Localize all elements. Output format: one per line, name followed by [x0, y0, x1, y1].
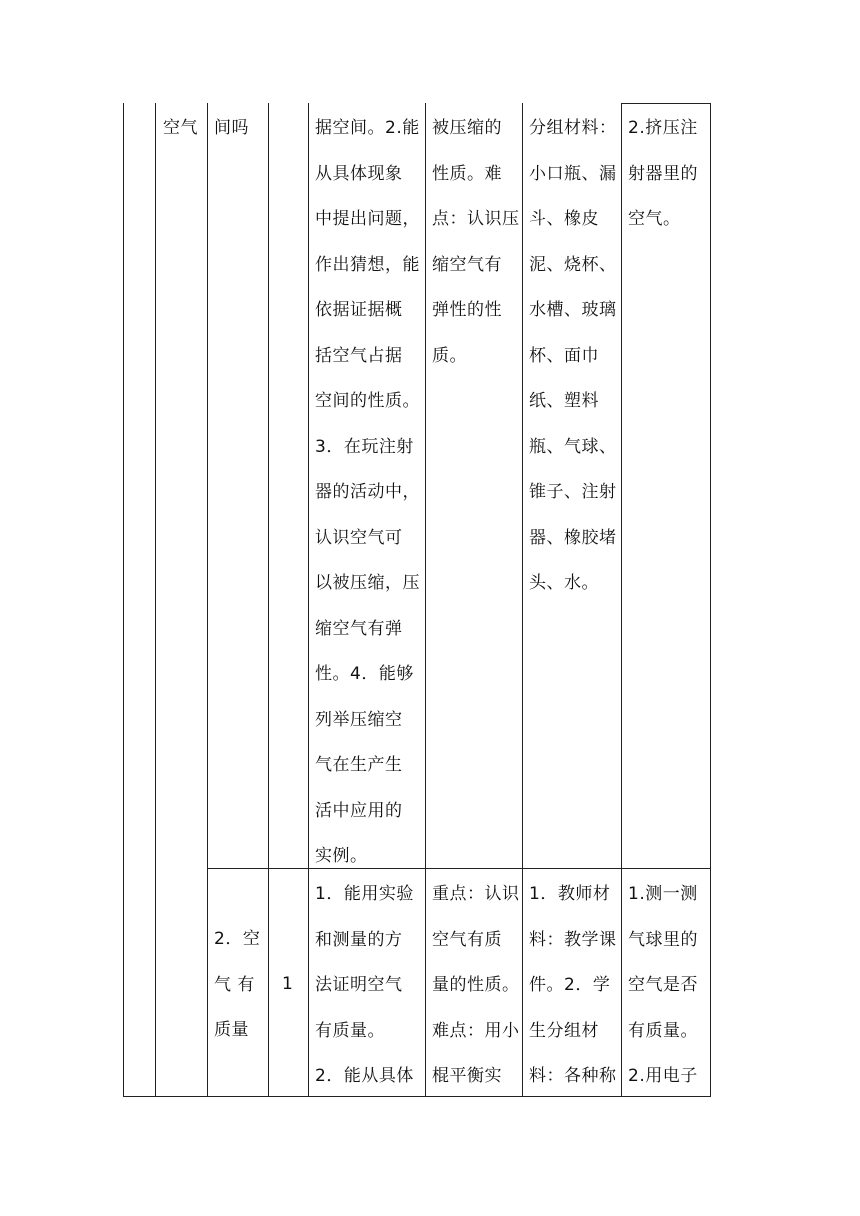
- objectives-cell: [315, 106, 423, 880]
- text-line: 2.挤压注: [628, 118, 698, 138]
- text-line: 1．教师材: [529, 884, 611, 904]
- text-line: 认识空气可: [315, 527, 403, 548]
- materials-cell: [529, 106, 619, 607]
- text-line: 锥子、注射: [529, 482, 617, 502]
- text-line: 性质。难: [432, 163, 502, 184]
- text-line: 分组材料：: [529, 118, 617, 138]
- text-line: 头、水。: [529, 573, 599, 593]
- materials-cell: [529, 872, 619, 1100]
- table-border: [207, 103, 208, 1097]
- text-line: 难点：用小: [432, 1020, 520, 1041]
- text-line: 括空气占据: [315, 345, 403, 366]
- text-line: 气球里的: [628, 929, 698, 950]
- text-line: 斗、橡皮: [529, 209, 599, 229]
- text-line: 杯、面巾: [529, 345, 599, 366]
- text-line: 空气有质: [432, 929, 502, 950]
- text-line: 3．在玩注射: [315, 436, 414, 457]
- text-line: 1．能用实验: [315, 884, 414, 904]
- objectives-cell: [315, 872, 423, 1100]
- table-border: [621, 103, 711, 104]
- text-line: 据空间。2.能: [315, 118, 420, 138]
- table-border: [710, 103, 711, 1097]
- text-line: 棍平衡实: [432, 1066, 502, 1086]
- text-line: 点：认识压: [432, 209, 520, 229]
- lesson-cell: [214, 917, 266, 1054]
- text-line: 料：各种称: [529, 1066, 617, 1086]
- text-line: 弹性的性: [432, 300, 502, 320]
- text-line: 瓶、气球、: [529, 436, 617, 457]
- text-line: 法证明空气: [315, 975, 403, 995]
- text-line: 小口瓶、漏: [529, 163, 617, 184]
- text-line: 缩空气有弹: [315, 618, 403, 639]
- hours-cell: 1: [282, 974, 294, 994]
- activities-cell: [628, 872, 708, 1100]
- text-line: 气在生产生: [315, 755, 403, 775]
- text-line: 有质量。: [628, 1020, 698, 1041]
- text-line: 水槽、玻璃: [529, 300, 617, 320]
- text-line: 从具体现象: [315, 163, 403, 184]
- text-line: 实例。: [315, 846, 368, 866]
- lesson-cell: 间吗: [214, 118, 249, 138]
- text-line: 2．能从具体: [315, 1066, 414, 1086]
- text-line: 射器里的: [628, 163, 698, 184]
- text-line: 质。: [432, 345, 467, 366]
- text-line: 有质量。: [315, 1020, 385, 1041]
- table-border: [522, 103, 523, 1097]
- text-line: 被压缩的: [432, 118, 502, 138]
- text-line: 空间的性质。: [315, 391, 420, 411]
- text-line: 性。4．能够: [315, 664, 414, 684]
- text-line: 以被压缩，压: [315, 573, 420, 593]
- key-points-cell: [432, 106, 520, 379]
- table-border: [621, 103, 622, 1097]
- text-line: 依据证据概: [315, 300, 403, 320]
- text-line: 空气是否: [628, 975, 698, 995]
- text-line: 2.用电子: [628, 1066, 698, 1086]
- table-border: [268, 103, 269, 1097]
- key-points-cell: [432, 872, 520, 1100]
- text-line: 列举压缩空: [315, 709, 403, 730]
- text-line: 纸、塑料: [529, 391, 599, 411]
- text-line: 活中应用的: [315, 800, 403, 821]
- text-line: 和测量的方: [315, 929, 403, 950]
- text-line: 量的性质。: [432, 975, 520, 995]
- text-line: 2．空: [214, 929, 261, 949]
- table-border: [207, 868, 711, 869]
- table-border: [425, 103, 426, 1097]
- text-line: 空气。: [628, 209, 681, 229]
- text-line: 料：教学课: [529, 929, 617, 950]
- activities-cell: [628, 106, 708, 243]
- text-line: 缩空气有: [432, 254, 502, 275]
- text-line: 器的活动中，: [315, 482, 420, 502]
- text-line: 中提出问题，: [315, 209, 420, 229]
- text-line: 泥、烧杯、: [529, 254, 617, 275]
- unit-cell: 空气: [163, 118, 198, 138]
- text-line: 件。2．学: [529, 975, 611, 995]
- text-line: 1.测一测: [628, 884, 698, 904]
- text-line: 重点：认识: [432, 884, 520, 904]
- text-line: 器、橡胶堵: [529, 527, 617, 548]
- text-line: 生分组材: [529, 1020, 599, 1041]
- table-border: [123, 103, 124, 1097]
- text-line: 作出猜想，能: [315, 254, 420, 275]
- text-line: 气 有: [214, 974, 255, 995]
- table-border: [308, 103, 309, 1097]
- table-border: [155, 103, 156, 1097]
- text-line: 质量: [214, 1020, 249, 1040]
